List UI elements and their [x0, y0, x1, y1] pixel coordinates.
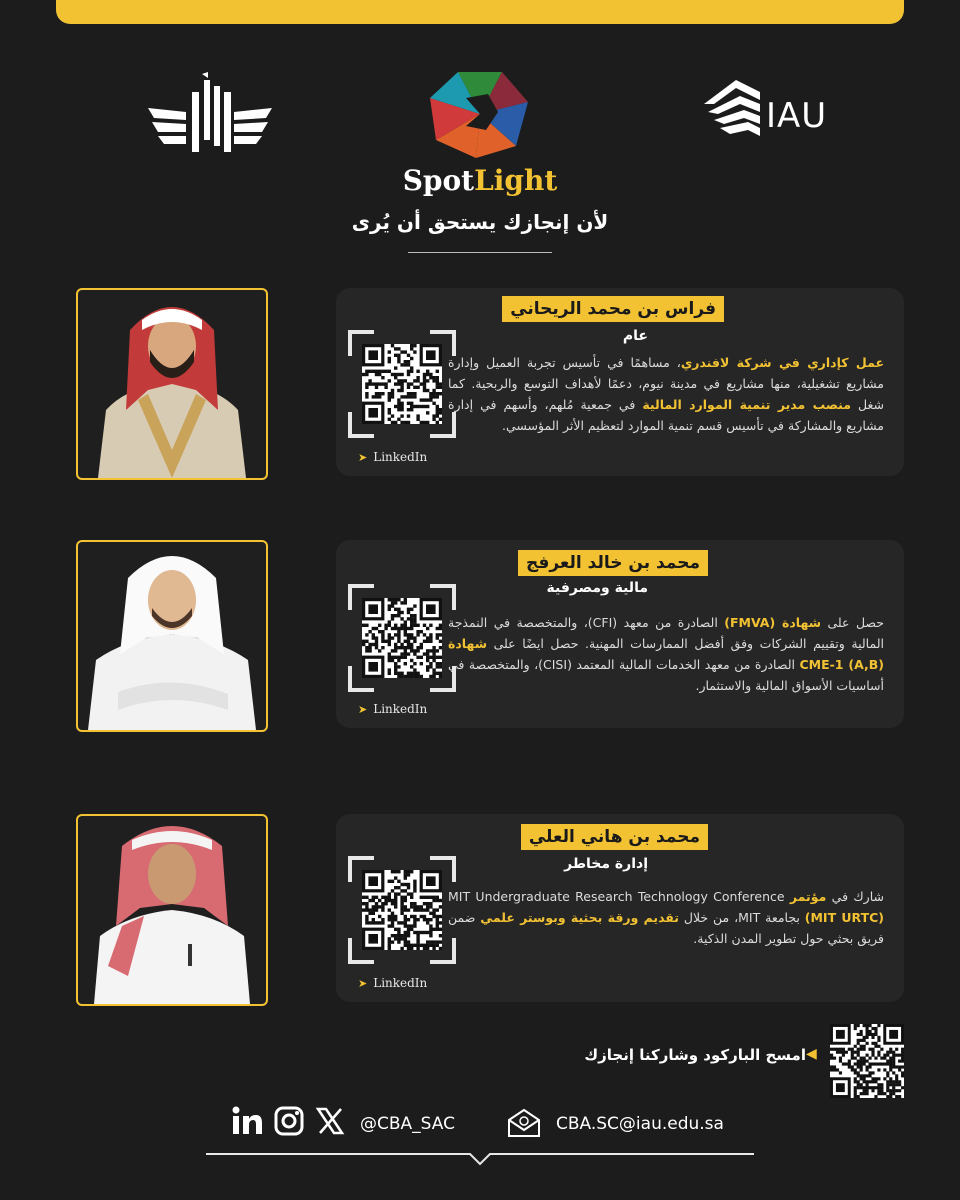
linkedin-link-3[interactable] [358, 976, 427, 990]
arrow-icon: ➤ [358, 451, 368, 464]
social-handle[interactable]: @CBA_SAC [360, 1114, 455, 1134]
mail-icon [506, 1108, 542, 1138]
tagline: لأن إنجازك يستحق أن يُرى [351, 210, 609, 234]
bottom-qr-code[interactable] [830, 1024, 904, 1098]
brand-word-spot: Spot [402, 164, 475, 197]
person-3-figure [78, 816, 266, 1004]
iau-logo-text: IAU [766, 96, 828, 136]
bio-highlight: منصب مدير تنمية الموارد المالية [642, 397, 852, 412]
linkedin-link-2[interactable] [358, 702, 427, 716]
instagram-icon[interactable] [272, 1104, 306, 1138]
person-1-figure [78, 290, 266, 478]
qr-pattern [362, 344, 442, 424]
bio-highlight: (MIT URTC) [804, 910, 884, 925]
profile-role-2: مالية ومصرفية [546, 580, 648, 596]
scan-barcode-text: امسح الباركود وشاركنا إنجازك [584, 1046, 806, 1064]
profile-role-3: إدارة مخاطر [564, 856, 648, 872]
linkedin-label: LinkedIn [373, 450, 428, 464]
qr-code-2[interactable] [348, 584, 456, 692]
qr-code-1[interactable] [348, 330, 456, 438]
linkedin-icon[interactable] [230, 1104, 264, 1138]
arrow-icon: ➤ [358, 703, 368, 716]
bio-text: الصادرة من معهد (CFI)، والمتخصصة في النمذجة المالية وتقييم الشركات وفق أفضل الممارسات المهنية. [448, 615, 884, 651]
bio-highlight: شهادة (A,B) CME-1 [448, 636, 884, 672]
bio-text: بجامعة MIT، من خلال [679, 910, 805, 925]
bio-text: حصل على [821, 615, 884, 630]
linkedin-label: LinkedIn [373, 702, 428, 716]
profile-bio-2 [448, 612, 884, 696]
bio-text: في جمعية مُلهم، وأسهم في إدارة مشاريع والمشاركة في تأسيس قسم تنمية الموارد لتعظيم الأثر المؤسسي. [448, 397, 884, 433]
qr-pattern [362, 870, 442, 950]
bottom-divider [206, 1152, 754, 1168]
x-twitter-icon[interactable] [314, 1104, 346, 1138]
linkedin-label: LinkedIn [373, 976, 428, 990]
profile-bio-1 [448, 352, 884, 436]
linkedin-link-1[interactable] [358, 450, 427, 464]
arrow-left-icon: ◀ [806, 1046, 817, 1062]
profile-photo-2 [76, 540, 268, 732]
bio-highlight: عمل كإداري في شركة لافندري [680, 355, 884, 370]
profile-card-3 [336, 814, 904, 1002]
profile-role-1: عام [622, 328, 648, 344]
spotlight-aperture-logo [428, 68, 532, 160]
person-2-figure [78, 542, 266, 730]
top-accent-bar [56, 0, 904, 24]
profile-photo-1 [76, 288, 268, 480]
bio-highlight: مؤتمر [789, 889, 827, 904]
profile-name-2: محمد بن خالد العرفج [518, 550, 708, 576]
profile-name-3: محمد بن هاني العلي [521, 824, 708, 850]
profile-card-1 [336, 288, 904, 476]
profile-card-2 [336, 540, 904, 728]
tagline-underline [408, 252, 552, 253]
college-emblem-logo [148, 72, 272, 156]
email-address[interactable]: CBA.SC@iau.edu.sa [556, 1114, 724, 1134]
bio-text: كما شغل [448, 376, 884, 412]
bio-text: ضمن فريق بحثي حول تطوير المدن الذكية. [448, 910, 884, 946]
spotlight-wordmark [380, 164, 580, 197]
arrow-icon: ➤ [358, 977, 368, 990]
bio-text: MIT Undergraduate Research Technology Conference [448, 889, 790, 904]
bio-text: شارك في [826, 889, 884, 904]
qr-code-3[interactable] [348, 856, 456, 964]
profile-bio-3 [448, 886, 884, 949]
bio-text: ، مساهمًا في تأسيس تجربة العميل وإدارة مشاريع تشغيلية، منها مشاريع في مدينة نيوم، دعمًا لأهداف التوسع والربحية. [448, 355, 884, 391]
bio-text: الصادرة من معهد الخدمات المالية المعتمد (CISI)، والمتخصصة في أساسيات الأسواق المالية والاستثمار. [448, 657, 884, 693]
profile-name-1: فراس بن محمد الريحاني [502, 296, 724, 322]
brand-word-light: Light [474, 164, 558, 197]
profile-photo-3 [76, 814, 268, 1006]
bio-highlight: شهادة (FMVA) [724, 615, 822, 630]
qr-pattern [362, 598, 442, 678]
bio-text: حصل ايضًا على [487, 636, 586, 651]
bio-highlight: تقديم ورقة بحثية وبوستر علمي [480, 910, 679, 925]
